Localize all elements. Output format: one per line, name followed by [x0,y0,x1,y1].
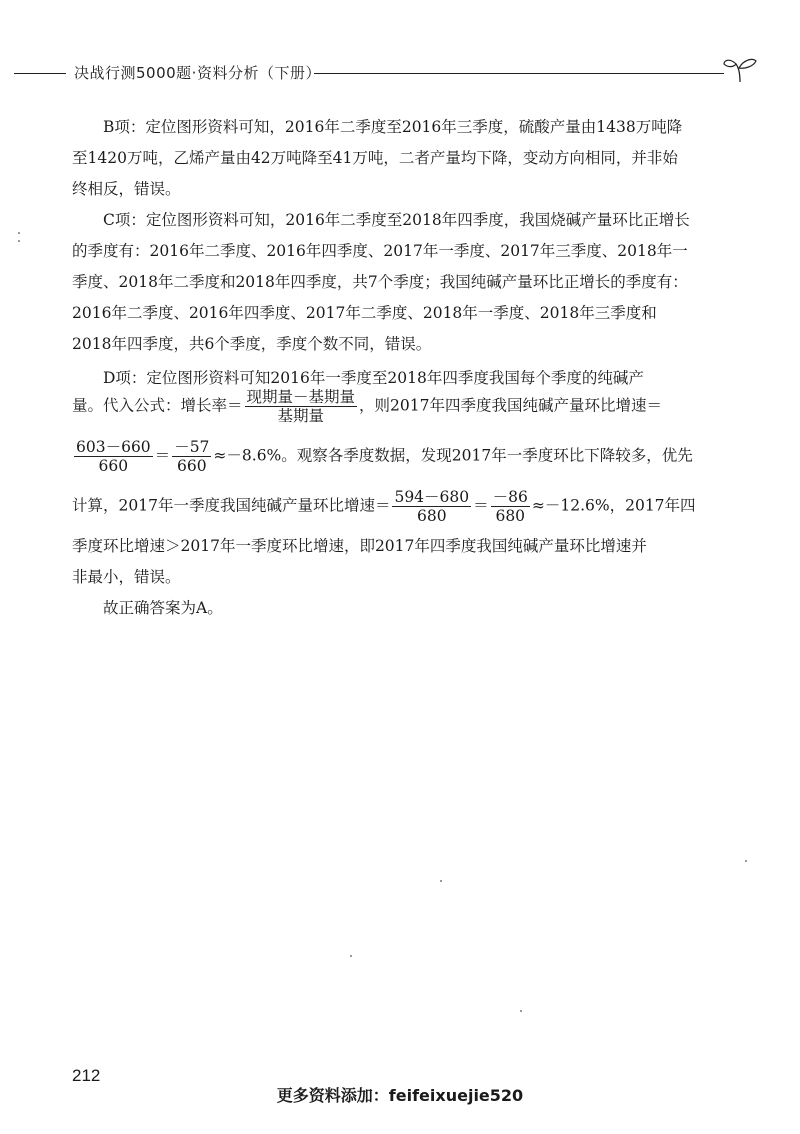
option-d-line-5: 季度环比增速＞2017年一季度环比增速，即2017年四季度我国纯碱产量环比增速并 [72,537,647,555]
q1-2017-result: ≈－12.6%，2017年四 [531,496,696,515]
header-rule-left [14,73,66,74]
formula-denominator: 基期量 [277,407,325,425]
option-d-line-3 [72,438,693,475]
header-rule-right [314,73,724,74]
equals-sign: ＝ [473,496,489,515]
q1-2017-simplified-numerator: －86 [492,488,528,506]
option-d-line-4 [72,488,696,525]
q1-2017-lead: 计算，2017年一季度我国纯碱产量环比增速＝ [72,496,391,515]
q4-2017-denominator: 660 [98,457,129,475]
option-d-line-2 [72,388,662,425]
growth-rate-formula [245,388,358,425]
q4-2017-simplified-denominator: 660 [177,457,207,475]
footer-contact-note: 更多资料添加：feifeixuejie520 [276,1086,524,1105]
answer-line: 故正确答案为A。 [103,599,223,617]
formula-tail: ，则2017年四季度我国纯碱产量环比增速＝ [359,396,662,415]
scan-speck [440,880,442,882]
q4-2017-numerator: 603－660 [76,438,151,456]
scan-speck [18,232,20,234]
growth-formula-lead: 量。代入公式：增长率＝ [72,396,243,415]
q1-2017-numerator: 594－680 [394,488,470,506]
q1-2017-simplified-denominator: 680 [495,507,526,525]
formula-numerator: 现期量－基期量 [246,388,356,406]
option-c-paragraph: C项：定位图形资料可知，2016年二季度至2018年四季度，我国烧碱产量环比正增长的季度有：2016年二季度、2016年四季度、2017年一季度、2017年三季度、2018年一季度、2018年二季度和2018年四季度，共7个季度；我国纯碱产量环比正增长的季度有：2016年二季度、2016年四季度、2017年二季度、2018年一季度、2018年三季度和2018年四季度，共6个季度，季度个数不同，错误。 [72,211,690,353]
running-header [14,62,754,88]
scan-speck [520,1010,522,1012]
q1-2017-denominator: 680 [416,507,447,525]
option-d-line-6: 非最小，错误。 [72,568,181,586]
book-title: 决战行测5000题·资料分析（下册） [74,64,321,82]
scan-speck [18,240,20,242]
q4-2017-result: ≈－8.6%。观察各季度数据，发现2017年一季度环比下降较多，优先 [213,446,693,465]
scan-speck [745,860,747,862]
q4-2017-simplified-numerator: －57 [174,438,210,456]
q1-2017-fraction [392,488,471,525]
page-number: 212 [72,1066,101,1085]
q4-2017-simplified [172,438,211,475]
sprout-icon [722,54,758,84]
scan-speck [350,955,352,957]
equals-sign: ＝ [154,446,171,465]
q4-2017-fraction [74,438,153,475]
q1-2017-simplified [491,488,530,525]
option-b-paragraph: B项：定位图形资料可知，2016年二季度至2016年三季度，硫酸产量由1438万吨降至1420万吨，乙烯产量由42万吨降至41万吨，二者产量均下降，变动方向相同，并非始终相反，错误。 [72,118,683,198]
option-d-line-1: D项：定位图形资料可知2016年一季度至2018年四季度我国每个季度的纯碱产 [103,369,644,387]
